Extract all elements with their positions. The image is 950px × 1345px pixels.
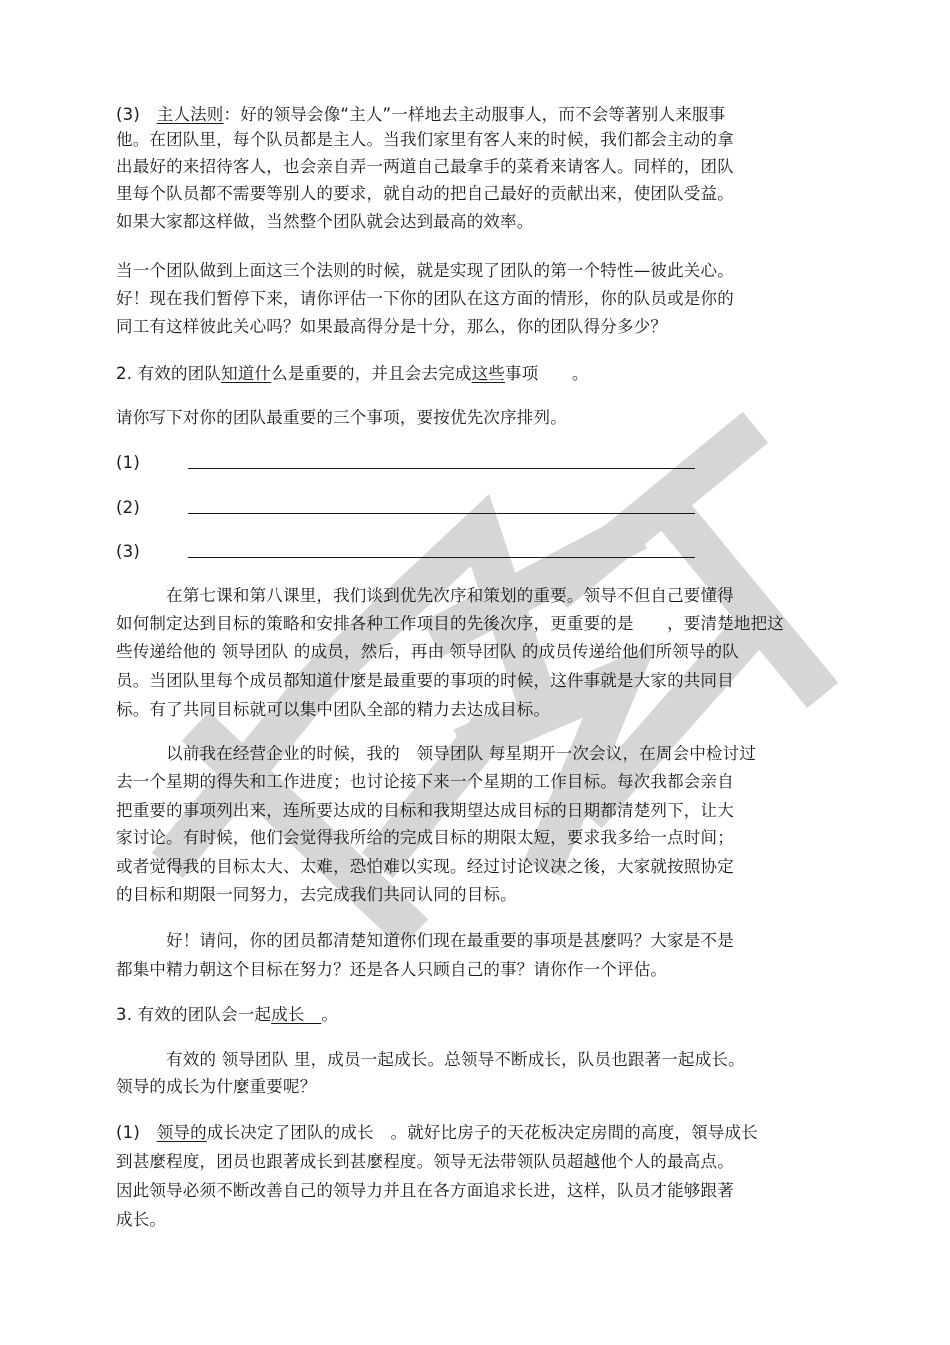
paragraph-line: 好！请问，你的团员都清楚知道你们现在最重要的事项是甚麼吗？大家是不是 — [116, 931, 734, 950]
paragraph-line: 把重要的事项列出来，连所要达成的目标和我期望达成目标的日期都清楚列下，让大 — [116, 801, 734, 820]
paragraph-line: 以前我在经营企业的时候，我的 领导团队 每星期开一次会议，在周会中检讨过 — [116, 744, 757, 763]
section-heading: 3. 有效的团队会一起成长 。 — [116, 1005, 339, 1024]
blank-item-label: (3) — [116, 542, 140, 561]
paragraph-line: 或者觉得我的目标太大、太难，恐怕难以实现。经过讨论议决之後，大家就按照协定 — [116, 857, 734, 876]
section-heading: 2. 有效的团队知道什么是重要的，并且会去完成这些事项 。 — [116, 364, 589, 383]
paragraph-line: (3) 主人法则：好的领导会像“主人”一样地去主动服事人，而不会等著别人来服事 — [116, 105, 726, 124]
paragraph-line: 员。当团队里每个成员都知道什麼是最重要的事项的时候，这件事就是大家的共同目 — [116, 671, 734, 690]
paragraph-line: 家讨论。有时候，他们会觉得我所给的完成目标的期限太短，要求我多给一点时间； — [116, 828, 734, 847]
paragraph-line: 有效的 领导团队 里，成员一起成长。总领导不断成长，队员也跟著一起成长。 — [116, 1050, 745, 1069]
paragraph-line: 如果大家都这样做，当然整个团队就会达到最高的效率。 — [116, 212, 534, 231]
paragraph-line: 他。在团队里，每个队员都是主人。当我们家里有客人来的时候，我们都会主动的拿 — [116, 130, 734, 149]
paragraph-line: 如何制定达到目标的策略和安排各种工作项目的先後次序，更重要的是 ，要清楚地把这 — [116, 614, 784, 633]
paragraph-line: 些传递给他的 领导团队 的成员，然后，再由 领导团队 的成员传递给他们所领导的队 — [116, 642, 739, 661]
paragraph-line: 到甚麼程度，团员也跟著成长到甚麼程度。领导无法带领队员超越他个人的最高点。 — [116, 1152, 734, 1171]
blank-item-label: (2) — [116, 498, 140, 517]
paragraph-line: 因此领导必须不断改善自己的领导力并且在各方面追求长进，这样，队员才能够跟著 — [116, 1181, 734, 1200]
paragraph-line: 成长。 — [116, 1210, 167, 1229]
paragraph-line: 出最好的来招待客人，也会亲自弄一两道自己最拿手的菜肴来请客人。同样的，团队 — [116, 157, 734, 176]
answer-blank-3[interactable] — [188, 557, 695, 558]
paragraph-line: (1) 领导的成长决定了团队的成长 。就好比房子的天花板决定房間的高度，領导成长 — [116, 1123, 758, 1142]
paragraph-line: 在第七课和第八课里，我们谈到优先次序和策划的重要。领导不但自己要懂得 — [116, 586, 734, 605]
paragraph-line: 去一个星期的得失和工作进度；也讨论接下来一个星期的工作目标。每次我都会亲自 — [116, 772, 734, 791]
paragraph-line: 标。有了共同目标就可以集中团队全部的精力去达成目标。 — [116, 700, 551, 719]
paragraph-line: 当一个团队做到上面这三个法则的时候，就是实现了团队的第一个特性—彼此关心。 — [116, 261, 734, 280]
paragraph-line: 请你写下对你的团队最重要的三个事项，要按优先次序排列。 — [116, 408, 567, 427]
paragraph-line: 里每个队员都不需要等别人的要求，就自动的把自己最好的贡献出来，使团队受益。 — [116, 184, 734, 203]
answer-blank-2[interactable] — [188, 513, 695, 514]
paragraph-line: 都集中精力朝这个目标在努力？还是各人只顾自己的事？请你作一个评估。 — [116, 960, 668, 979]
answer-blank-1[interactable] — [188, 468, 695, 469]
paragraph-line: 同工有这样彼此关心吗？如果最高得分是十分，那么，你的团队得分多少？ — [116, 317, 668, 336]
blank-item-label: (1) — [116, 453, 140, 472]
paragraph-line: 好！现在我们暂停下来，请你评估一下你的团队在这方面的情形，你的队员或是你的 — [116, 289, 734, 308]
paragraph-line: 的目标和期限一同努力，去完成我们共同认同的目标。 — [116, 885, 517, 904]
paragraph-line: 领导的成长为什麼重要呢？ — [116, 1077, 317, 1096]
